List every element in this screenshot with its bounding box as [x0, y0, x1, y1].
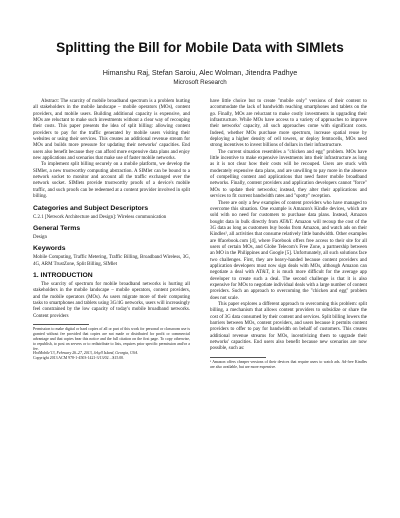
- body-paragraph-3: There are only a few examples of content providers who have managed to overcome this situation. One example is Amazon's Kindle devices, which are sold with no need for customers to purchase data plans. Instead, Amazon bought data in bulk directly from AT&T. Amazon will recoup the cost of the 3G data as long as customers buy books from Amazon, and watch ads on their Kindles¹, all activities that consume relatively little bandwidth. Other examples are 0facebook.com [4], where Facebook offers free access to their site for all users of certain MOs, and Globe Telecom's Free Zone, a partnership between an MO in the Philippines and Google [5]. Unfortunately, all such solutions face two challenges. First, they are heavy-handed because content providers and application developers must now sign deals with MOs, although Amazon can negotiate a deal with AT&T, it is much more difficult for the average app developer to create such a deal. The second challenge is that it is also expensive for MOs to negotiate individual deals with a large number of content providers. Such an approach to overcoming the "chicken and egg" problem does not scale.: [210, 200, 367, 301]
- keywords-heading: Keywords: [33, 245, 66, 253]
- introduction-heading: 1. INTRODUCTION: [33, 271, 93, 279]
- right-column: [210, 99, 367, 370]
- categories-text: C.2.1 [Network Architecture and Design]: Wireless communication: [33, 214, 167, 220]
- paper-authors: Himanshu Raj, Stefan Saroiu, Alec Wolman, Jitendra Padhye: [102, 68, 298, 77]
- general-terms-text: Design: [33, 234, 47, 240]
- paper-affiliation: Microsoft Research: [173, 79, 227, 86]
- paper-title: Splitting the Bill for Mobile Data with SIMlets: [56, 40, 344, 55]
- body-paragraph-1: have little choice but to create "mobile only" versions of their content to accommodate the lack of bandwidth reaching smartphones and tablets on the go. Finally, MOs are reluctant to make costly investments in upgrading their infrastructure. While MOs have access to a variety of approaches to improve their networks' capacity, all such approaches come with significant costs. Indeed, whether MOs purchase more spectrum, increase spatial reuse by deploying a higher density of cell towers, or deploy femtocells, MOs need strong incentives to invest billions of dollars in their infrastructure.: [210, 99, 367, 149]
- introduction-paragraph: The scarcity of spectrum for mobile broadband networks is hurting all stakeholders in the mobile landscape – mobile operators, content providers, and the mobile operators (MOs). As users migrate more of their computing tasks to smartphones and tablets using 3G/4G networks, users will increasingly feel constrained by the low capacity of today's mobile broadband networks. Content providers: [33, 281, 190, 319]
- footnote: ¹ Amazon offers cheaper versions of their devices that require users to watch ads. Ad-free Kindles are also available, but are more expensive.: [210, 359, 367, 369]
- left-column: [33, 99, 190, 361]
- footnote-divider-right: [210, 357, 266, 358]
- general-terms-heading: General Terms: [33, 224, 81, 232]
- abstract-paragraph-2: To implement split billing securely on a mobile platform, we develop the SIMlet, a new trustworthy computing abstraction. A SIMlet can be bound to a network socket to monitor and account all the traffic exchanged over the network socket. SIMlets provide trustworthy proofs of a device's mobile traffic, and such proofs can be redeemed at a content provider involved in split billing.: [33, 162, 190, 200]
- footnote-divider: [33, 324, 89, 325]
- venue-line: HotMobile'13, February 26–27, 2013, Jekyll Island, Georgia, USA.: [33, 351, 139, 356]
- categories-heading: Categories and Subject Descriptors: [33, 204, 149, 212]
- body-paragraph-4: This paper explores a different approach to overcoming this problem: split billing, a mechanism that allows content providers to subsidize or share the cost of 3G data consumed by their content and services. Split billing lowers the barriers between MOs, content providers, and users because it permits content providers to offer to pay for bandwidth on behalf of customers. This creates additional revenue streams for MOs, incentivizing them to upgrade their networks' capacities. End users also benefit because new scenarios are now possible, such as:: [210, 302, 367, 352]
- permission-notice: Permission to make digital or hard copies of all or part of this work for personal or classroom use is granted without fee provided that copies are not made or distributed for profit or commercial advantage and that copies bear this notice and the full citation on the first page. To copy otherwise, to republish, to post on servers or to redistribute to lists, requires prior specific permission and/or a fee.: [33, 326, 190, 351]
- abstract-paragraph: Abstract: The scarcity of mobile broadband spectrum is a problem hurting all stakeholders in the mobile landscape – mobile operators (MOs), content providers, and mobile users. Building additional capacity is expensive, and MOs are reluctant to make such investments without a clear way of recouping their costs. This paper presents the idea of split billing: allowing content providers to pay for the traffic generated by mobile users visiting their websites or using their services. This creates an additional revenue stream for MOs and builds more pressure for updating their networks' capacities. End users also benefit because they can afford more expensive data plans and enjoy new applications and scenarios that make use of faster mobile networks.: [33, 99, 190, 162]
- body-paragraph-2: The current situation resembles a "chicken and egg" problem. MOs have little incentive to make expensive investments into their infrastructure as long as it is not clear how their costs will be recouped. Users are stuck with moderately expensive data plans, and are unwilling to pay more in the absence of compelling content and applications that need faster mobile broadband networks. Finally, content providers and application developers cannot "force" MOs to update their networks; instead, they alter their applications and services to fit current bandwidth rates and "spotty" reception.: [210, 149, 367, 200]
- copyright-line: Copyright 2013 ACM 978-1-4503-1421-3/13/02 ...$15.00.: [33, 356, 125, 361]
- keywords-text: Mobile Computing, Traffic Metering, Traffic Billing, Broadband Wireless, 3G, 4G, ARM TrustZone, Split Billing, SIMlet: [33, 255, 190, 267]
